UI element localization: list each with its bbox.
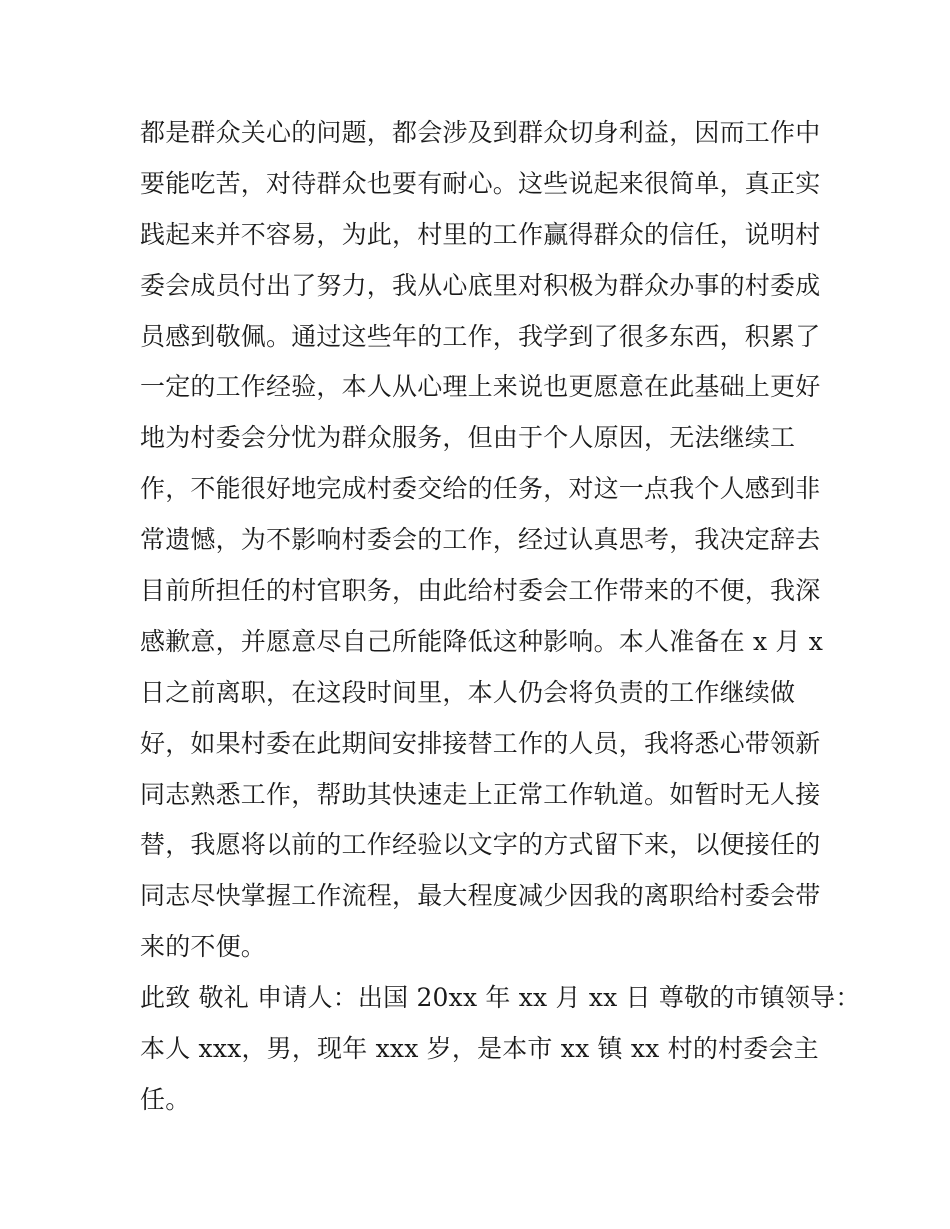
body-text <box>140 108 861 1126</box>
text-line: 感歉意，并愿意尽自己所能降低这种影响。本人准备在 x 月 x <box>140 626 824 656</box>
text-line: 践起来并不容易，为此，村里的工作赢得群众的信任，说明村 <box>140 219 821 249</box>
text-line: 目前所担任的村官职务，由此给村委会工作带来的不便，我深 <box>140 576 821 606</box>
text-line: 替，我愿将以前的工作经验以文字的方式留下来，以便接任的 <box>140 830 821 860</box>
text-line: 员感到敬佩。通过这些年的工作，我学到了很多东西，积累了 <box>140 321 821 351</box>
text-line: 同志尽快掌握工作流程，最大程度减少因我的离职给村委会带 <box>140 881 821 911</box>
text-line: 日之前离职，在这段时间里，本人仍会将负责的工作继续做 <box>140 677 796 707</box>
text-line: 一定的工作经验，本人从心理上来说也更愿意在此基础上更好 <box>140 372 821 402</box>
text-line: 来的不便。 <box>140 932 267 962</box>
text-line: 同志熟悉工作，帮助其快速走上正常工作轨道。如暂时无人接 <box>140 779 821 809</box>
text-line: 常遗憾，为不影响村委会的工作，经过认真思考，我决定辞去 <box>140 525 821 555</box>
text-line: 本人 xxx，男，现年 xxx 岁，是本市 xx 镇 xx 村的村委会主 <box>140 1034 819 1064</box>
text-line: 要能吃苦，对待群众也要有耐心。这些说起来很简单，真正实 <box>140 168 821 198</box>
text-line: 任。 <box>140 1084 191 1114</box>
text-line: 作，不能很好地完成村委交给的任务，对这一点我个人感到非 <box>140 474 821 504</box>
text-line: 都是群众关心的问题，都会涉及到群众切身利益，因而工作中 <box>140 118 821 147</box>
text-line: 好，如果村委在此期间安排接替工作的人员，我将悉心带领新 <box>140 728 821 758</box>
text-line: 地为村委会分忧为群众服务，但由于个人原因，无法继续工 <box>140 423 796 453</box>
text-line: 委会成员付出了努力，我从心底里对积极为群众办事的村委成 <box>140 270 821 300</box>
text-line: 此致 敬礼 申请人：出国 20xx 年 xx 月 xx 日 尊敬的市镇领导： <box>140 983 861 1013</box>
